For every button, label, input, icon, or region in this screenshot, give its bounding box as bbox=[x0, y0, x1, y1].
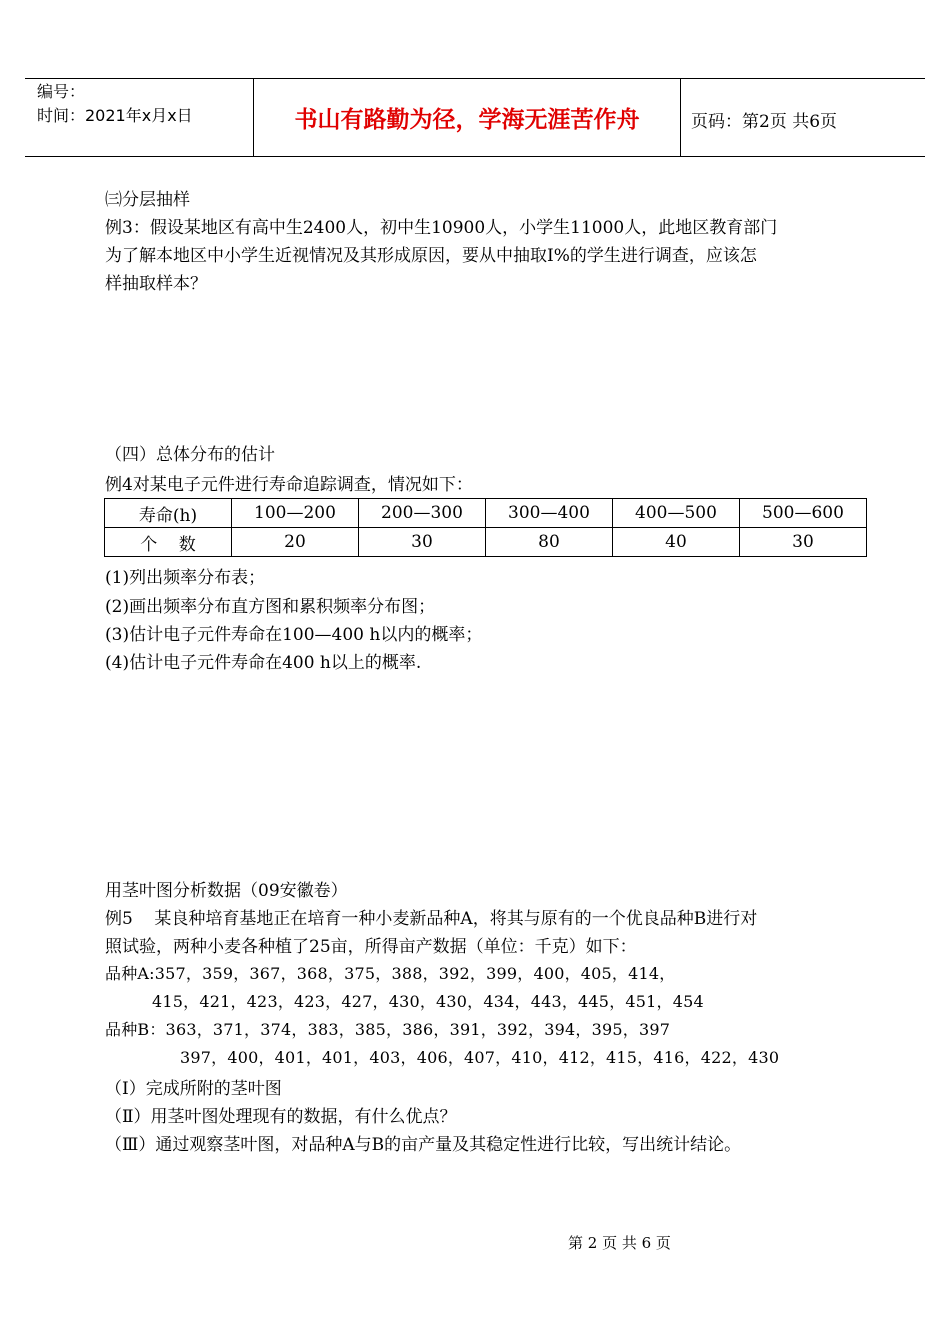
number-label: 编号： bbox=[37, 82, 86, 101]
table-cell: 40 bbox=[613, 528, 740, 557]
section3-heading: ㈢分层抽样 bbox=[105, 190, 190, 210]
table-row bbox=[105, 499, 867, 528]
variety-b-line-1: 品种B：363，371，374，383，385，386，391，392，394，395，397 bbox=[105, 1020, 671, 1039]
page-header bbox=[25, 78, 925, 157]
task-3: （Ⅲ）通过观察茎叶图，对品种A与B的亩产量及其稳定性进行比较，写出统计结论。 bbox=[105, 1135, 742, 1155]
section3-line-3: 样抽取样本？ bbox=[105, 274, 207, 294]
question-4: (4)估计电子元件寿命在400 h以上的概率. bbox=[105, 653, 422, 673]
table-cell: 300—400 bbox=[486, 499, 613, 528]
page-info: 页码：第2页 共6页 bbox=[691, 112, 838, 132]
table-cell: 个 数 bbox=[105, 528, 232, 557]
table-cell: 500—600 bbox=[740, 499, 867, 528]
motto: 书山有路勤为径，学海无涯苦作舟 bbox=[253, 79, 681, 156]
page-footer: 第 2 页 共 6 页 bbox=[568, 1234, 671, 1252]
table-cell: 400—500 bbox=[613, 499, 740, 528]
table-cell: 寿命(h) bbox=[105, 499, 232, 528]
section4-heading: （四）总体分布的估计 bbox=[105, 445, 275, 465]
question-1: (1)列出频率分布表； bbox=[105, 568, 266, 588]
header-meta bbox=[25, 79, 253, 156]
table-cell: 80 bbox=[486, 528, 613, 557]
task-1: （Ⅰ）完成所附的茎叶图 bbox=[105, 1079, 282, 1099]
lifespan-table bbox=[104, 498, 867, 557]
table-row bbox=[105, 528, 867, 557]
section5-line-1: 例5 某良种培育基地正在培育一种小麦新品种A，将其与原有的一个优良品种B进行对 bbox=[105, 909, 758, 929]
table-cell: 30 bbox=[740, 528, 867, 557]
time-label: 时间：2021年x月x日 bbox=[37, 106, 193, 125]
table-cell: 100—200 bbox=[232, 499, 359, 528]
variety-a-line-2: 415，421，423，423，427，430，430，434，443，445，451，454 bbox=[152, 992, 704, 1011]
question-2: (2)画出频率分布直方图和累积频率分布图； bbox=[105, 597, 436, 617]
section3-line-2: 为了解本地区中小学生近视情况及其形成原因，要从中抽取I%的学生进行调查，应该怎 bbox=[105, 246, 757, 266]
variety-b-line-2: 397，400，401，401，403，406，407，410，412，415，416，422，430 bbox=[180, 1048, 780, 1067]
section3-line-1: 例3：假设某地区有高中生2400人，初中生10900人，小学生11000人，此地区教育部门 bbox=[105, 218, 778, 238]
section4-intro: 例4对某电子元件进行寿命追踪调查，情况如下： bbox=[105, 475, 473, 495]
table-cell: 200—300 bbox=[359, 499, 486, 528]
variety-a-line-1: 品种A:357，359，367，368，375，388，392，399，400，405，414， bbox=[105, 964, 676, 983]
section5-line-2: 照试验，两种小麦各种植了25亩，所得亩产数据（单位：千克）如下： bbox=[105, 937, 637, 957]
table-cell: 20 bbox=[232, 528, 359, 557]
question-3: (3)估计电子元件寿命在100—400 h以内的概率； bbox=[105, 625, 483, 645]
table-cell: 30 bbox=[359, 528, 486, 557]
section5-heading: 用茎叶图分析数据（09安徽卷） bbox=[105, 881, 348, 901]
task-2: （Ⅱ）用茎叶图处理现有的数据，有什么优点？ bbox=[105, 1107, 457, 1127]
